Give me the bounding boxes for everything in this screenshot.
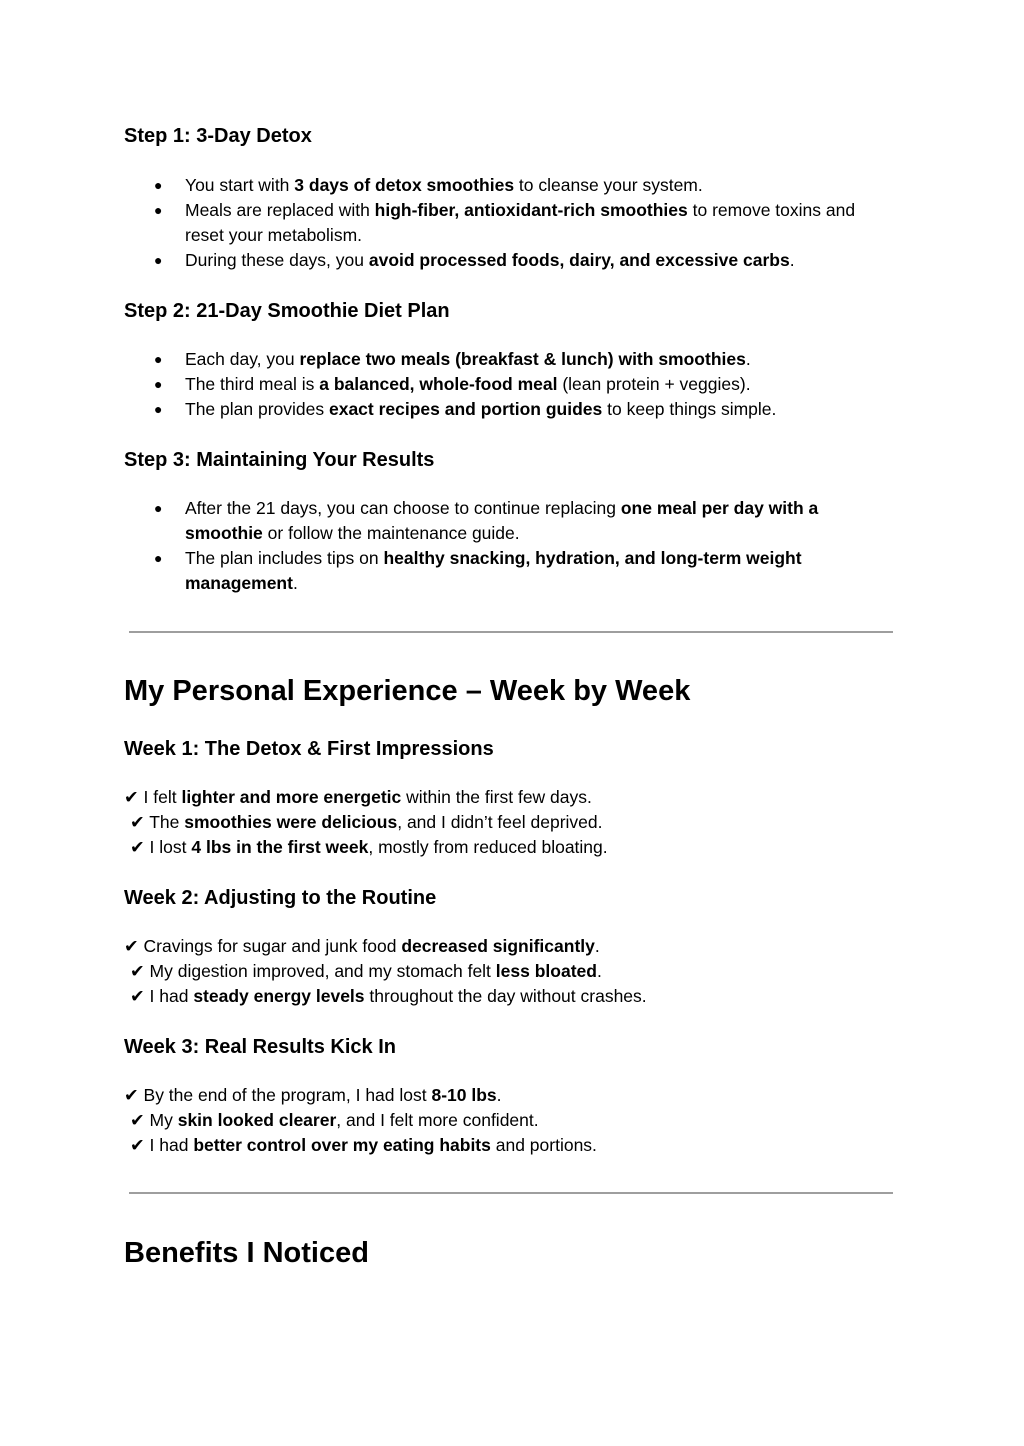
check-item: ✔ I had steady energy levels throughout the day without crashes. bbox=[130, 986, 647, 1006]
bullet-icon: ● bbox=[154, 401, 163, 417]
list-item: ● The plan includes tips on healthy snacking, hydration, and long-term weight management. bbox=[154, 548, 802, 593]
check-item: ✔ My skin looked clearer, and I felt more confident. bbox=[130, 1110, 539, 1130]
horizontal-divider bbox=[129, 1192, 893, 1194]
bullet-icon: ● bbox=[154, 202, 163, 218]
step3-list bbox=[124, 496, 884, 596]
check-item: ✔ I felt lighter and more energetic within the first few days. bbox=[124, 787, 592, 807]
check-item: ✔ I lost 4 lbs in the first week, mostly from reduced bloating. bbox=[130, 837, 608, 857]
check-item: ✔ Cravings for sugar and junk food decreased significantly. bbox=[124, 936, 600, 956]
step2-list bbox=[124, 347, 884, 422]
benefits-heading: Benefits I Noticed bbox=[124, 1237, 369, 1269]
bullet-icon: ● bbox=[154, 550, 163, 566]
experience-heading: My Personal Experience – Week by Week bbox=[124, 675, 691, 707]
week3-heading: Week 3: Real Results Kick In bbox=[124, 1036, 396, 1058]
list-item: ● During these days, you avoid processed foods, dairy, and excessive carbs. bbox=[124, 248, 884, 273]
horizontal-divider bbox=[129, 631, 893, 633]
week2-heading: Week 2: Adjusting to the Routine bbox=[124, 887, 437, 909]
list-item: ● Meals are replaced with high-fiber, antioxidant-rich smoothies to remove toxins and reset your metabolism. bbox=[154, 200, 856, 245]
step3-heading: Step 3: Maintaining Your Results bbox=[124, 449, 435, 471]
list-item: ● After the 21 days, you can choose to continue replacing one meal per day with a smoothie or follow the maintenance guide. bbox=[154, 498, 819, 543]
step1-heading: Step 1: 3-Day Detox bbox=[124, 125, 312, 147]
bullet-icon: ● bbox=[154, 177, 163, 193]
step1-list bbox=[124, 173, 884, 273]
check-item: ✔ I had better control over my eating habits and portions. bbox=[130, 1135, 597, 1155]
list-item: ● Each day, you replace two meals (breakfast & lunch) with smoothies. bbox=[124, 347, 884, 372]
list-item: ● The plan provides exact recipes and portion guides to keep things simple. bbox=[124, 397, 884, 422]
bullet-icon: ● bbox=[154, 351, 163, 367]
check-item: ✔ My digestion improved, and my stomach felt less bloated. bbox=[130, 961, 602, 981]
week2-checklist bbox=[124, 934, 884, 1009]
list-item: ● You start with 3 days of detox smoothies to cleanse your system. bbox=[124, 173, 884, 198]
bullet-icon: ● bbox=[154, 252, 163, 268]
check-item: ✔ The smoothies were delicious, and I didn’t feel deprived. bbox=[130, 812, 603, 832]
week1-heading: Week 1: The Detox & First Impressions bbox=[124, 738, 494, 760]
week1-checklist bbox=[124, 785, 884, 860]
list-item: ● The third meal is a balanced, whole-food meal (lean protein + veggies). bbox=[124, 372, 884, 397]
bullet-icon: ● bbox=[154, 376, 163, 392]
bullet-icon: ● bbox=[154, 500, 163, 516]
week3-checklist bbox=[124, 1083, 884, 1158]
check-item: ✔ By the end of the program, I had lost 8-10 lbs. bbox=[124, 1085, 502, 1105]
step2-heading: Step 2: 21-Day Smoothie Diet Plan bbox=[124, 300, 450, 322]
